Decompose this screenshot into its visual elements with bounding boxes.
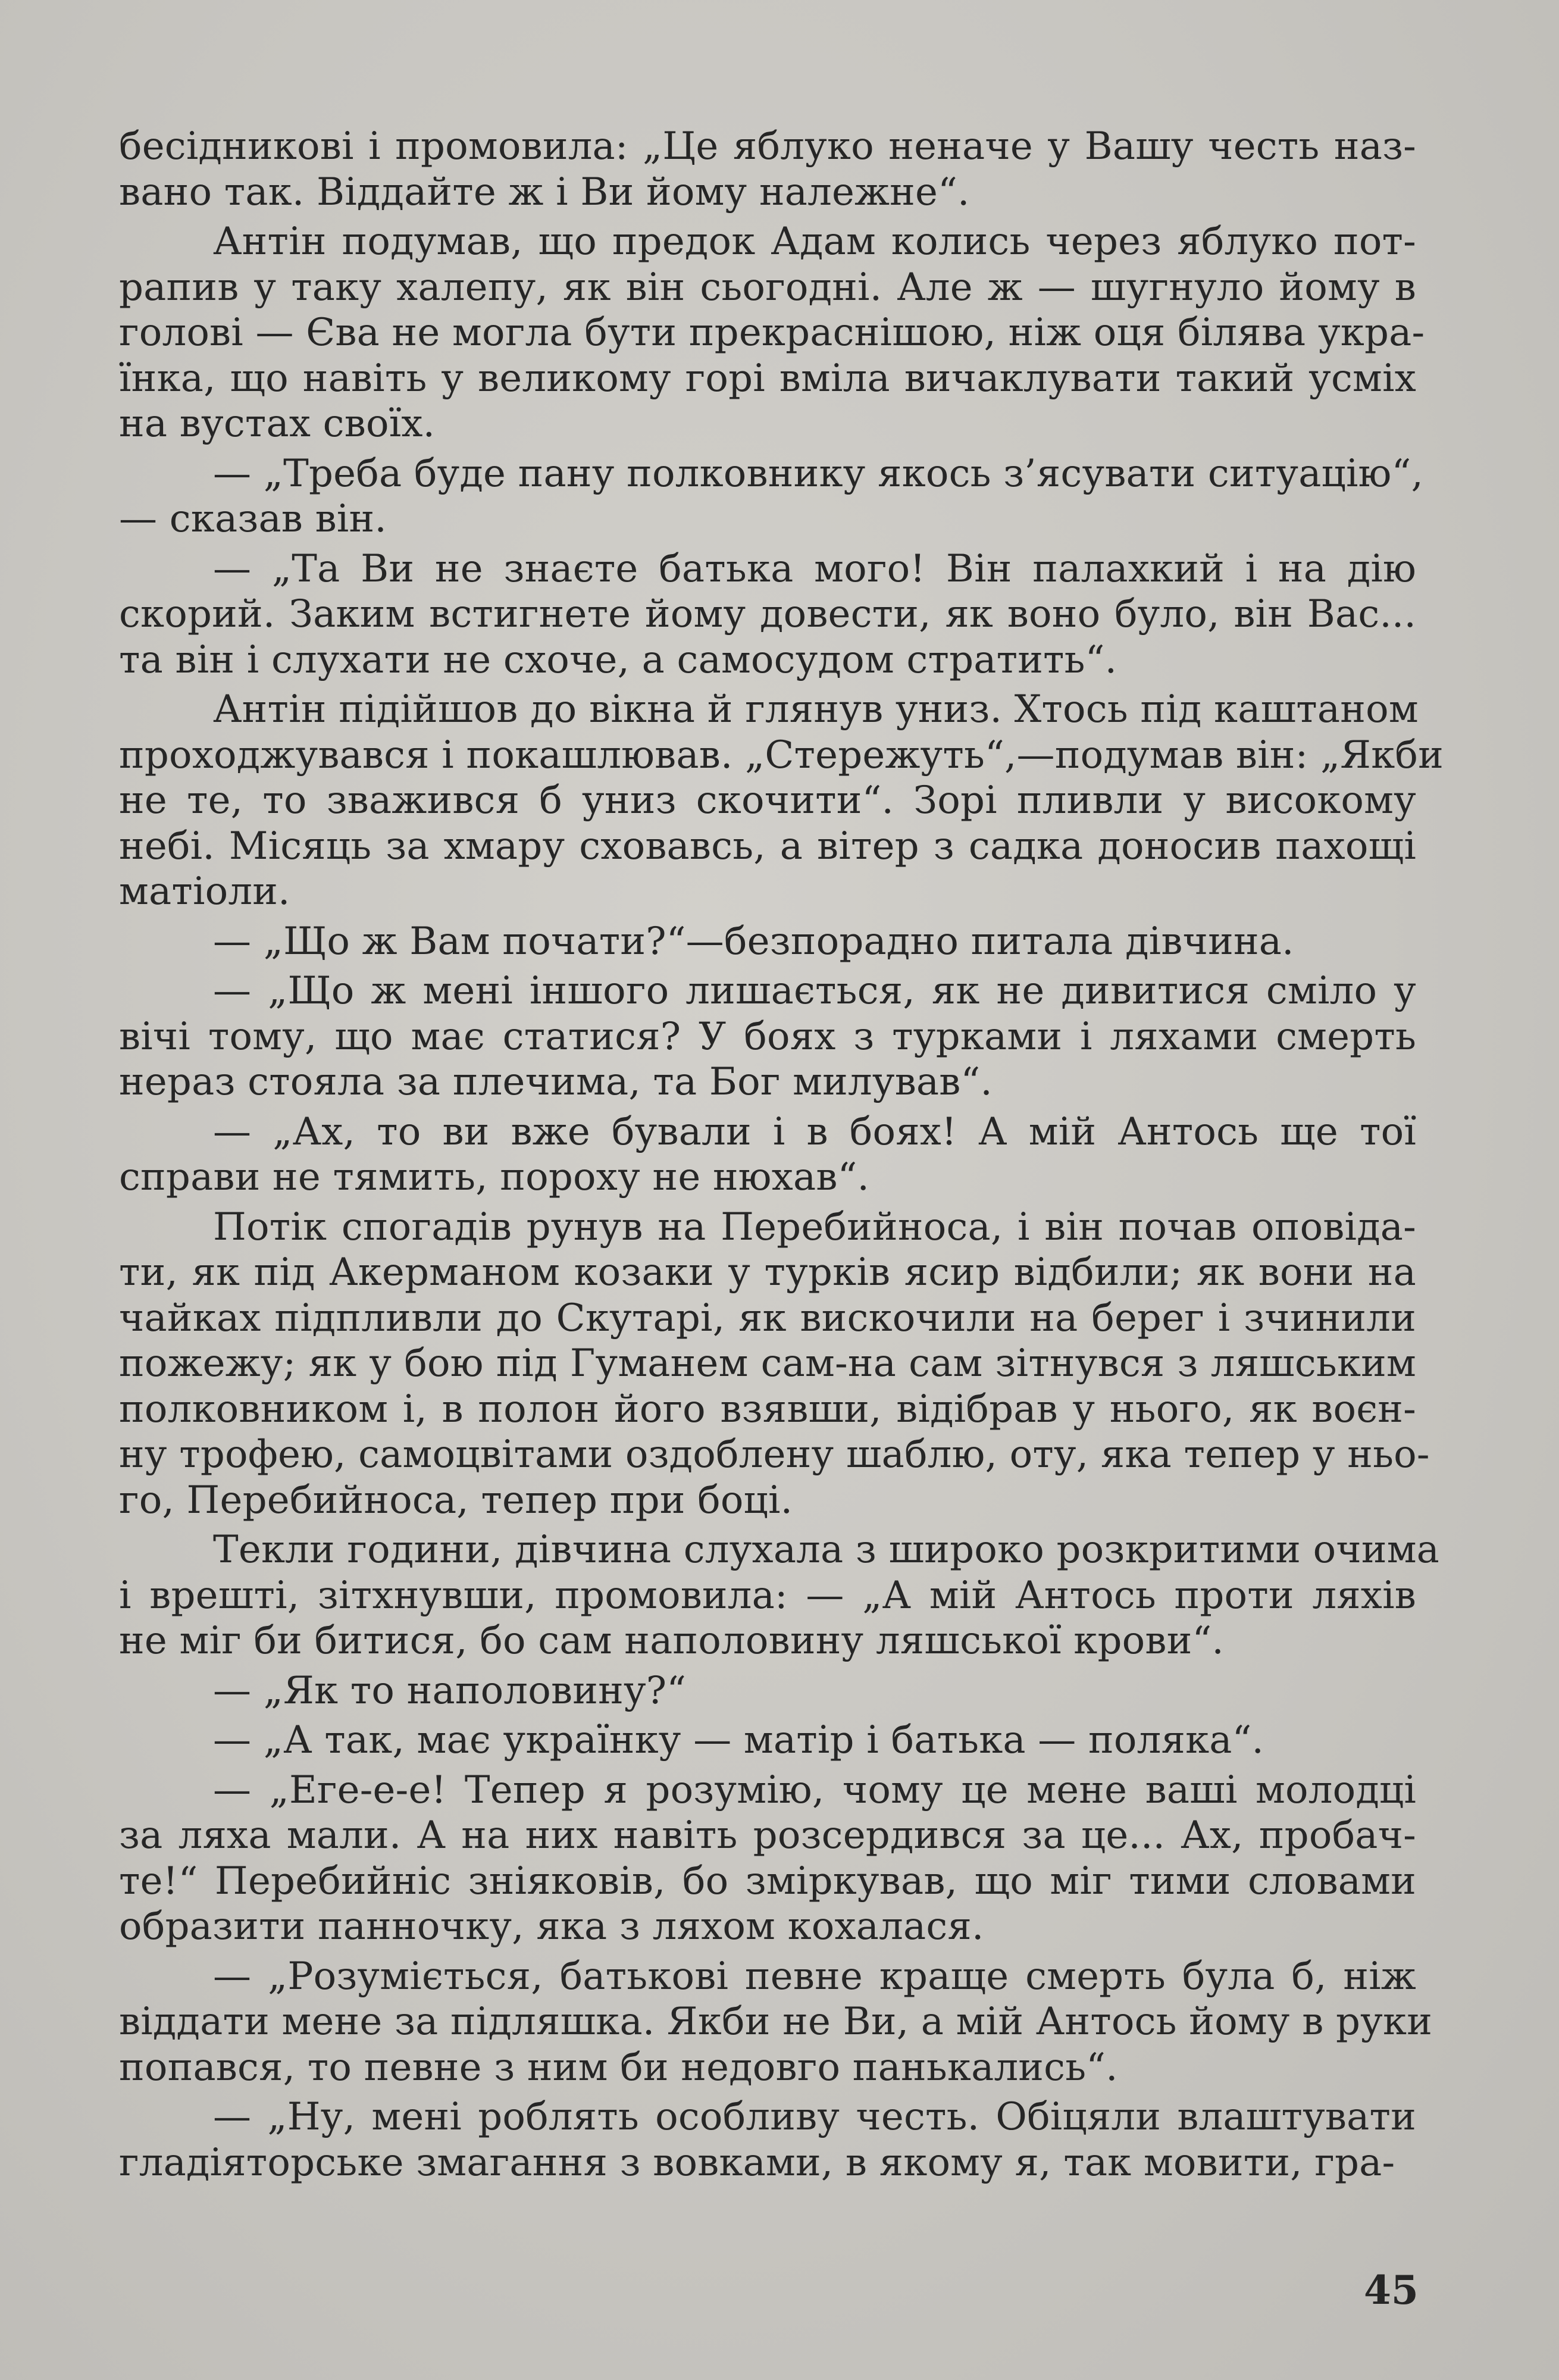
paragraph xyxy=(119,919,1416,965)
paragraph-gap xyxy=(119,1523,1416,1527)
text-line: — „Розуміється, батькові певне краще смерть була б, ніж xyxy=(213,1954,1416,1999)
text-line: — „Ах, то ви вже бували і в боях! А мій Антось ще тої xyxy=(213,1109,1416,1154)
text-line: Текли години, дівчина слухала з широко розкритими очима xyxy=(213,1528,1440,1572)
text-line: матіоли. xyxy=(119,870,290,914)
text-line: проходжувався і покашлював. „Стережуть“,—подумав він: „Якби xyxy=(119,733,1444,777)
text-line: скорий. Заким встигнете йому довести, як воно було, він Вас... xyxy=(119,592,1416,636)
text-line: Антін подумав, що предок Адам колись через яблуко пот- xyxy=(213,220,1416,264)
text-line: і врешті, зітхнувши, промовила: — „А мій Антось проти ляхів xyxy=(119,1573,1416,1618)
text-line: го, Перебийноса, тепер при боці. xyxy=(119,1478,793,1522)
text-line: — „А так, має українку — матір і батька — поляка“. xyxy=(213,1718,1264,1762)
paragraph xyxy=(119,968,1416,1105)
paragraph-gap xyxy=(119,964,1416,968)
text-line: ну трофею, самоцвітами оздоблену шаблю, оту, яка тепер у ньо- xyxy=(119,1433,1430,1477)
text-line: рапив у таку халепу, як він сьогодні. Але ж — шугнуло йому в xyxy=(119,265,1416,309)
text-line: та він і слухати не схоче, а самосудом стратить“. xyxy=(119,637,1117,682)
text-line: нераз стояла за плечима, та Бог милував“. xyxy=(119,1060,993,1104)
text-line: Потік спогадів рунув на Перебийноса, і він почав оповіда- xyxy=(213,1205,1416,1249)
text-line: на вустах своїх. xyxy=(119,402,436,446)
text-line: бесідникові і промовила: „Це яблуко неначе у Вашу честь наз- xyxy=(119,124,1416,168)
text-line: — „Що ж мені іншого лишається, як не дивитися сміло у xyxy=(213,969,1416,1013)
text-line: гладіяторське змагання з вовками, в якому я, так мовити, гра- xyxy=(119,2140,1395,2185)
text-line: — „Треба буде пану полковнику якось з’ясувати ситуацію“, xyxy=(213,451,1424,496)
text-line: Антін підійшов до вікна й глянув униз. Хтось під каштаном xyxy=(213,687,1419,731)
text-line: пожежу; як у бою під Гуманем сам-на сам зітнувся з ляшським xyxy=(119,1341,1416,1386)
paragraph-gap xyxy=(119,1200,1416,1205)
text-line: за ляха мали. А на них навіть розсердився за це... Ах, пробач- xyxy=(119,1813,1416,1857)
paragraph xyxy=(119,1718,1416,1763)
text-line: чайках підпливли до Скутарі, як вискочили на берег і зчинили xyxy=(119,1296,1416,1340)
text-line: полковником і, в полон його взявши, відібрав у нього, як воєн- xyxy=(119,1387,1416,1431)
paragraph-gap xyxy=(119,915,1416,919)
paragraph xyxy=(119,1109,1416,1200)
text-line: — „Що ж Вам почати?“—безпорадно питала дівчина. xyxy=(213,919,1294,964)
paragraph xyxy=(119,1527,1440,1664)
paragraph-gap xyxy=(119,215,1416,219)
text-line: попався, то певне з ним би недовго панькались“. xyxy=(119,2045,1118,2090)
text-line: вічі тому, що має статися? У боях з турками і ляхами смерть xyxy=(119,1014,1416,1059)
page-number: 45 xyxy=(1364,2267,1419,2313)
text-line: те!“ Перебийніс зніяковів, бо зміркував, що міг тими словами xyxy=(119,1859,1416,1903)
paragraph xyxy=(119,451,1424,542)
text-column xyxy=(119,124,1444,2185)
paragraph xyxy=(119,1668,1416,1714)
paragraph xyxy=(119,687,1444,915)
text-line: вано так. Віддайте ж і Ви йому належне“. xyxy=(119,170,970,214)
paragraph-gap xyxy=(119,1950,1416,1954)
paragraph-gap xyxy=(119,1713,1416,1718)
text-line: — „Ну, мені роблять особливу честь. Обіцяли влаштувати xyxy=(213,2095,1416,2139)
text-line: їнка, що навіть у великому горі вміла вичаклувати такий усміх xyxy=(119,356,1416,401)
text-line: голові — Єва не могла бути прекраснішою, ніж оця білява укра- xyxy=(119,311,1425,355)
text-line: ти, як під Акерманом козаки у турків ясир відбили; як вони на xyxy=(119,1250,1416,1294)
paragraph xyxy=(119,124,1416,215)
text-line: образити панночку, яка з ляхом кохалася. xyxy=(119,1904,984,1949)
paragraph xyxy=(119,1205,1430,1524)
text-line: небі. Місяць за хмару сховавсь, а вітер з садка доносив пахощі xyxy=(119,824,1416,868)
paragraph-gap xyxy=(119,542,1416,546)
text-line: не міг би битися, бо сам наполовину ляшської крови“. xyxy=(119,1619,1224,1663)
text-line: віддати мене за підляшка. Якби не Ви, а мій Антось йому в руки xyxy=(119,2000,1433,2044)
paragraph-gap xyxy=(119,447,1416,451)
paragraph-gap xyxy=(119,1664,1416,1668)
paragraph xyxy=(119,1954,1433,2091)
text-line: справи не тямить, пороху не нюхав“. xyxy=(119,1155,870,1199)
paragraph xyxy=(119,2094,1416,2185)
paragraph-gap xyxy=(119,2090,1416,2094)
text-line: — „Еге-е-е! Тепер я розумію, чому це мене ваші молодці xyxy=(213,1768,1416,1812)
text-line: не те, то зважився б униз скочити“. Зорі пливли у високому xyxy=(119,778,1416,822)
paragraph-gap xyxy=(119,1763,1416,1768)
paragraph xyxy=(119,546,1416,683)
text-line: — „Як то наполовину?“ xyxy=(213,1668,687,1713)
text-line: — сказав він. xyxy=(119,497,387,541)
paragraph xyxy=(119,1768,1416,1950)
paragraph-gap xyxy=(119,1105,1416,1109)
text-line: — „Та Ви не знаєте батька мого! Він палахкий і на дію xyxy=(213,546,1416,591)
paragraph xyxy=(119,219,1425,447)
paragraph-gap xyxy=(119,683,1416,687)
